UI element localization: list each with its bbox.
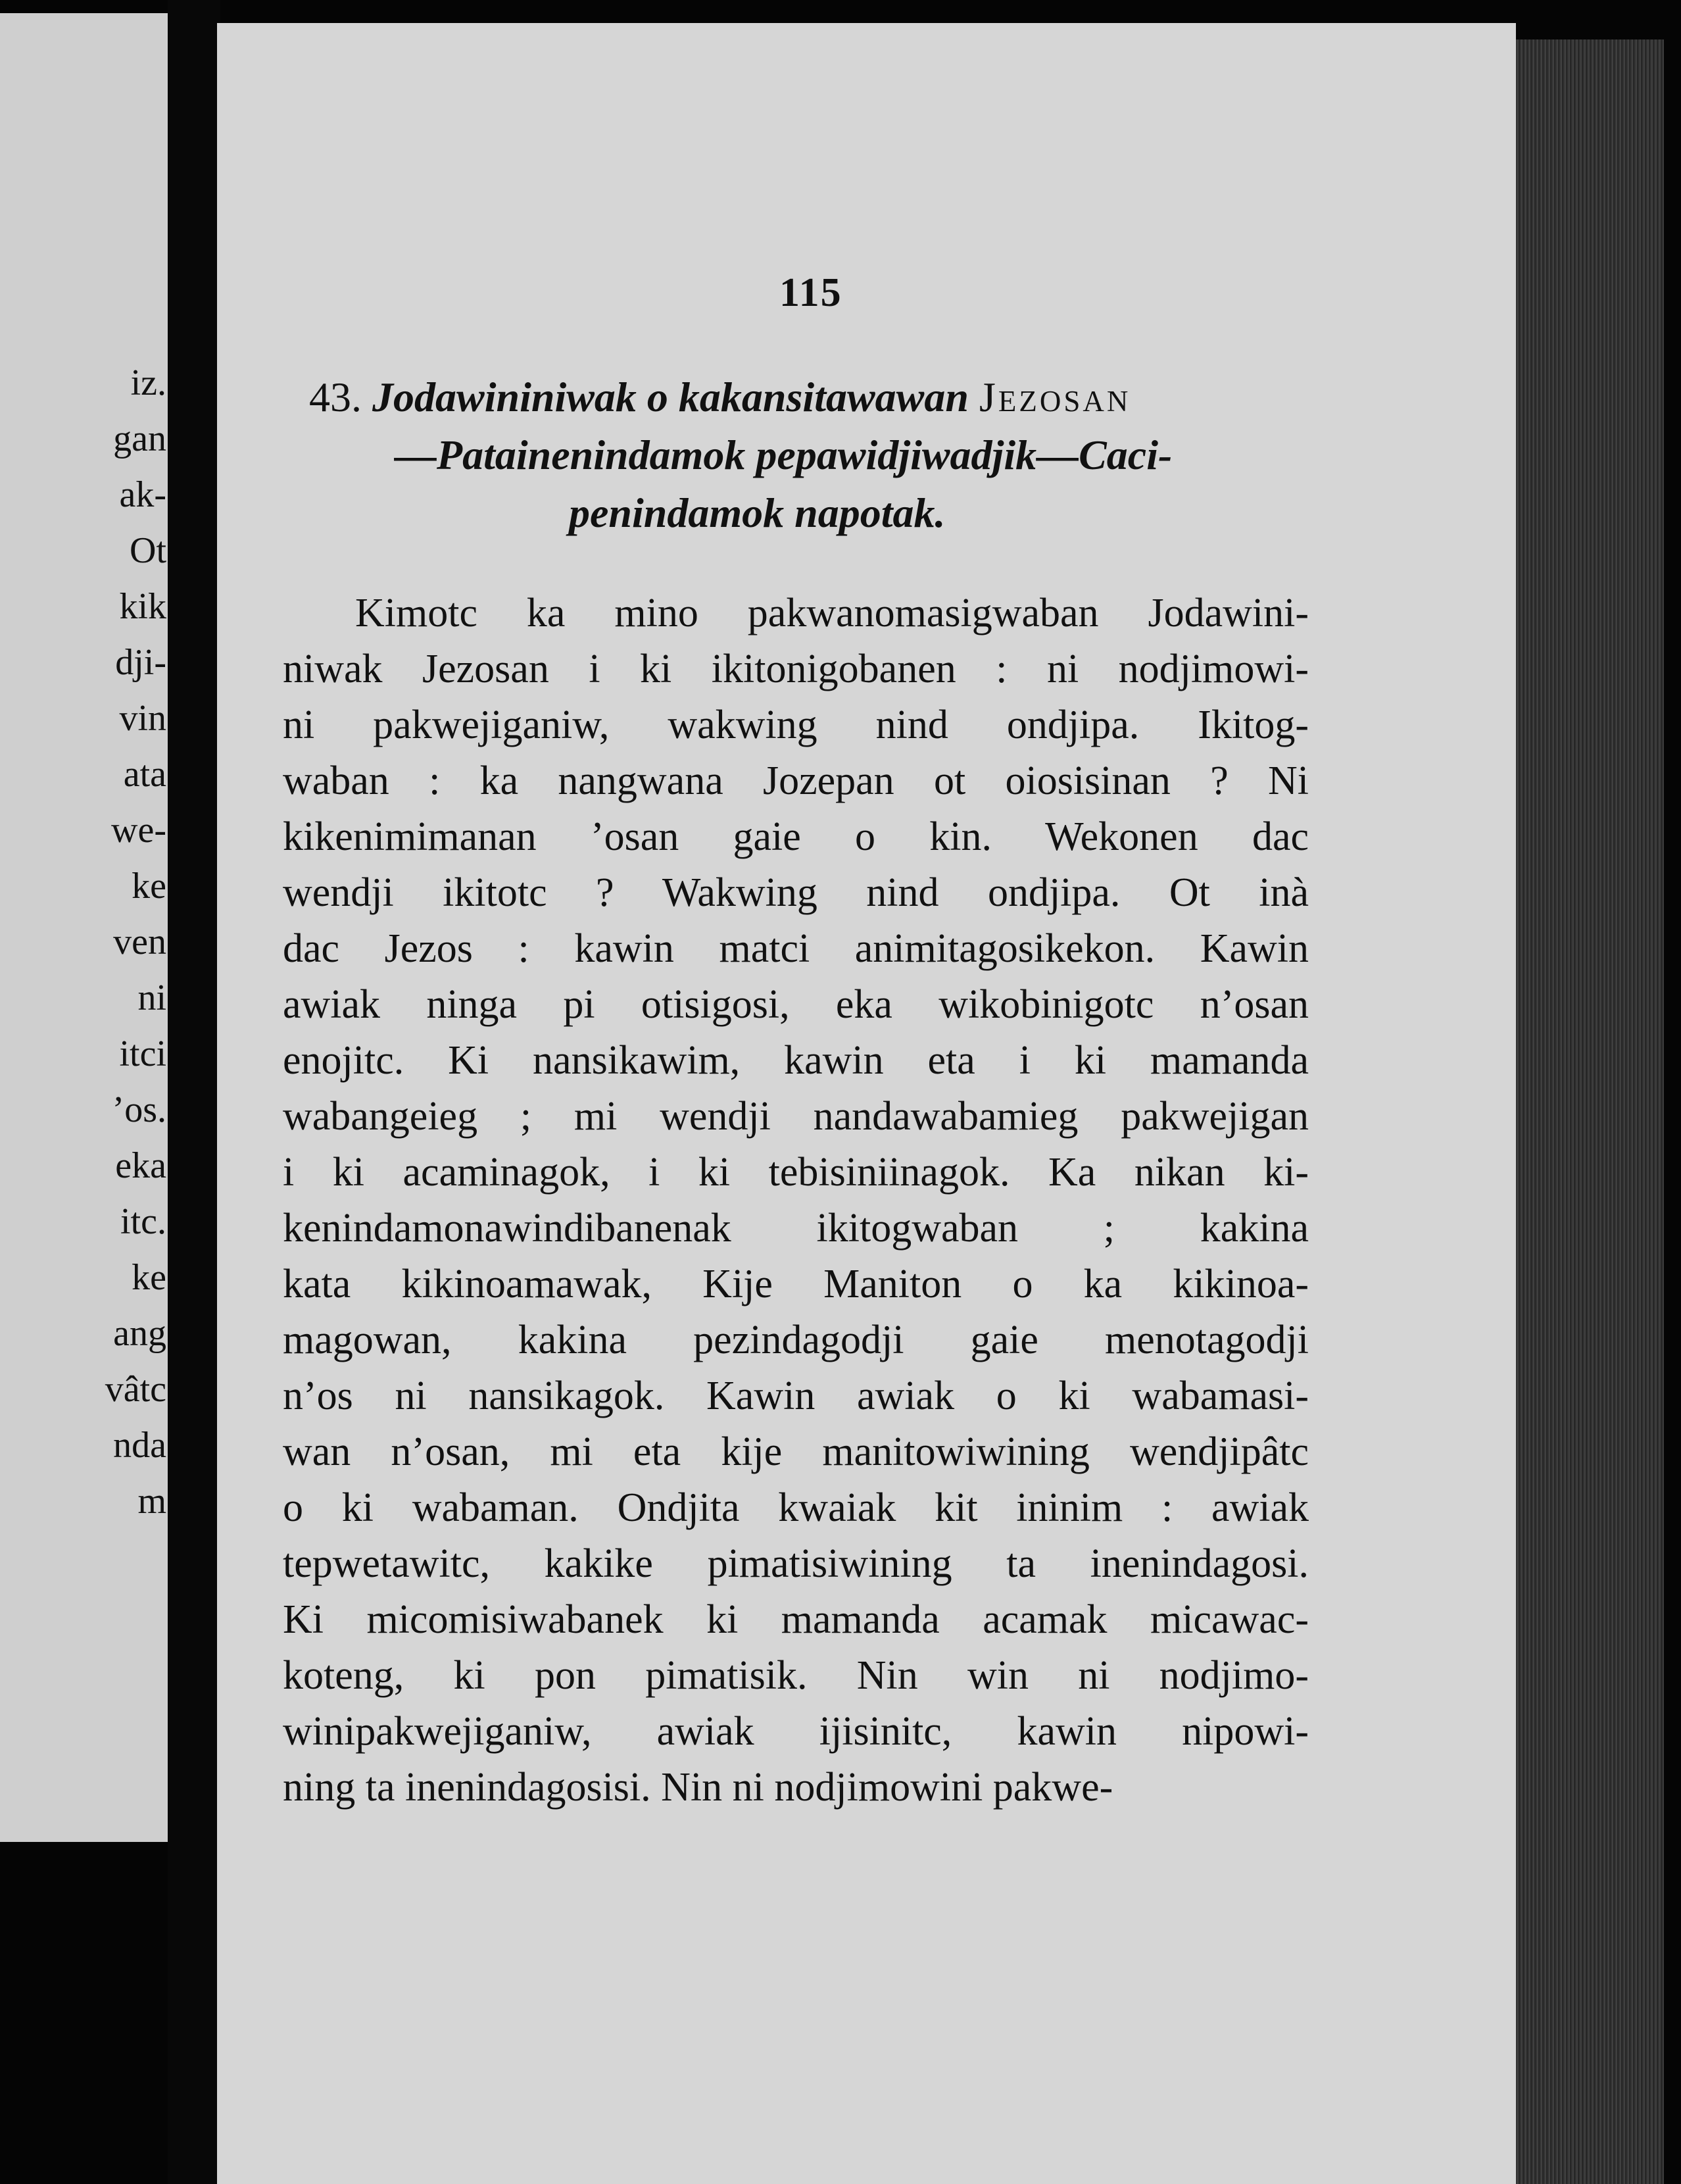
left-page-line: iz. [130,362,166,403]
body-line: wendji ikitotc ? Wakwing nind ondjipa. Ot inà [283,870,1309,915]
book-fore-edge [1513,39,1664,2184]
heading-line-2 [309,426,1309,484]
book-gutter [168,0,220,2184]
left-page-line: ak- [119,474,166,515]
left-page-line: ke [132,866,166,906]
body-line: kata kikinoamawak, Kije Maniton o ka kikinoa- [283,1262,1309,1306]
heading-line-1 [309,368,1309,426]
left-page-line: nda [113,1425,166,1466]
page-number: 115 [779,270,842,315]
left-page-line: vâtc [105,1369,166,1410]
body-line: wabangeieg ; mi wendji nandawabamieg pakwejigan [283,1094,1309,1139]
body-line: enojitc. Ki nansikawim, kawin eta i ki mamanda [283,1038,1309,1083]
left-page-line: ni [137,978,166,1018]
section-heading [309,368,1309,542]
body-line: Ki micomisiwabanek ki mamanda acamak micawac- [283,1597,1309,1642]
section-number: 43. [309,374,362,420]
body-line: dac Jezos : kawin matci animitagosikekon. Kawin [283,926,1309,971]
heading-line-3 [309,484,1309,542]
left-page-line: ata [123,754,166,795]
body-line: tepwetawitc, kakike pimatisiwining ta inenindagosi. [283,1541,1309,1586]
left-page-line: eka [115,1145,166,1186]
heading-italic-2: —Patainenindamok pepawidjiwadjik—Caci- [395,432,1173,478]
body-line: magowan, kakina pezindagodji gaie menotagodji [283,1318,1309,1362]
heading-italic-3: penindamok napotak. [569,489,946,536]
body-line: niwak Jezosan i ki ikitonigobanen : ni nodjimowi- [283,647,1309,691]
left-page-fragments [105,355,168,1529]
left-page-line: itci [119,1033,166,1074]
left-facing-page [0,13,168,1842]
left-page-line: itc. [120,1201,166,1242]
left-page-line: ang [113,1313,166,1354]
left-page-line: vin [119,698,166,739]
body-paragraph [283,585,1309,1816]
left-page-line: ’os. [112,1089,166,1130]
body-line: wan n’osan, mi eta kije manitowiwining wendjipâtc [283,1429,1309,1474]
body-line: o ki wabaman. Ondjita kwaiak kit ininim : awiak [283,1485,1309,1530]
left-page-line: gan [113,418,166,459]
body-line: i ki acaminagok, i ki tebisiniinagok. Ka nikan ki- [283,1150,1309,1195]
left-page-line: we- [111,810,166,851]
body-line: Kimotc ka mino pakwanomasigwaban Jodawini- [355,591,1309,635]
body-line: ning ta inenindagosisi. Nin ni nodjimowini pakwe- [283,1765,1113,1810]
body-line: waban : ka nangwana Jozepan ot oiosisinan ? Ni [283,758,1309,803]
heading-italic-1: Jodawininiwak o kakansitawawan [372,374,969,420]
left-page-line: kik [119,586,166,627]
body-line: kenindamonawindibanenak ikitogwaban ; kakina [283,1206,1309,1251]
body-line: awiak ninga pi otisigosi, eka wikobinigotc n’osan [283,982,1309,1027]
left-page-line: dji- [115,642,166,683]
body-line: kikenimimanan ’osan gaie o kin. Wekonen dac [283,814,1309,859]
body-line: n’os ni nansikagok. Kawin awiak o ki wabamasi- [283,1374,1309,1418]
heading-name: Jezosan [979,374,1131,420]
left-page-line: Ot [130,530,166,571]
body-line: ni pakwejiganiw, wakwing nind ondjipa. Ikitog- [283,703,1309,747]
left-page-line: m [137,1481,166,1522]
body-line: koteng, ki pon pimatisik. Nin win ni nodjimo- [283,1653,1309,1698]
left-page-line: ven [113,922,166,962]
left-page-line: ke [132,1257,166,1298]
body-line: winipakwejiganiw, awiak ijisinitc, kawin nipowi- [283,1709,1309,1754]
